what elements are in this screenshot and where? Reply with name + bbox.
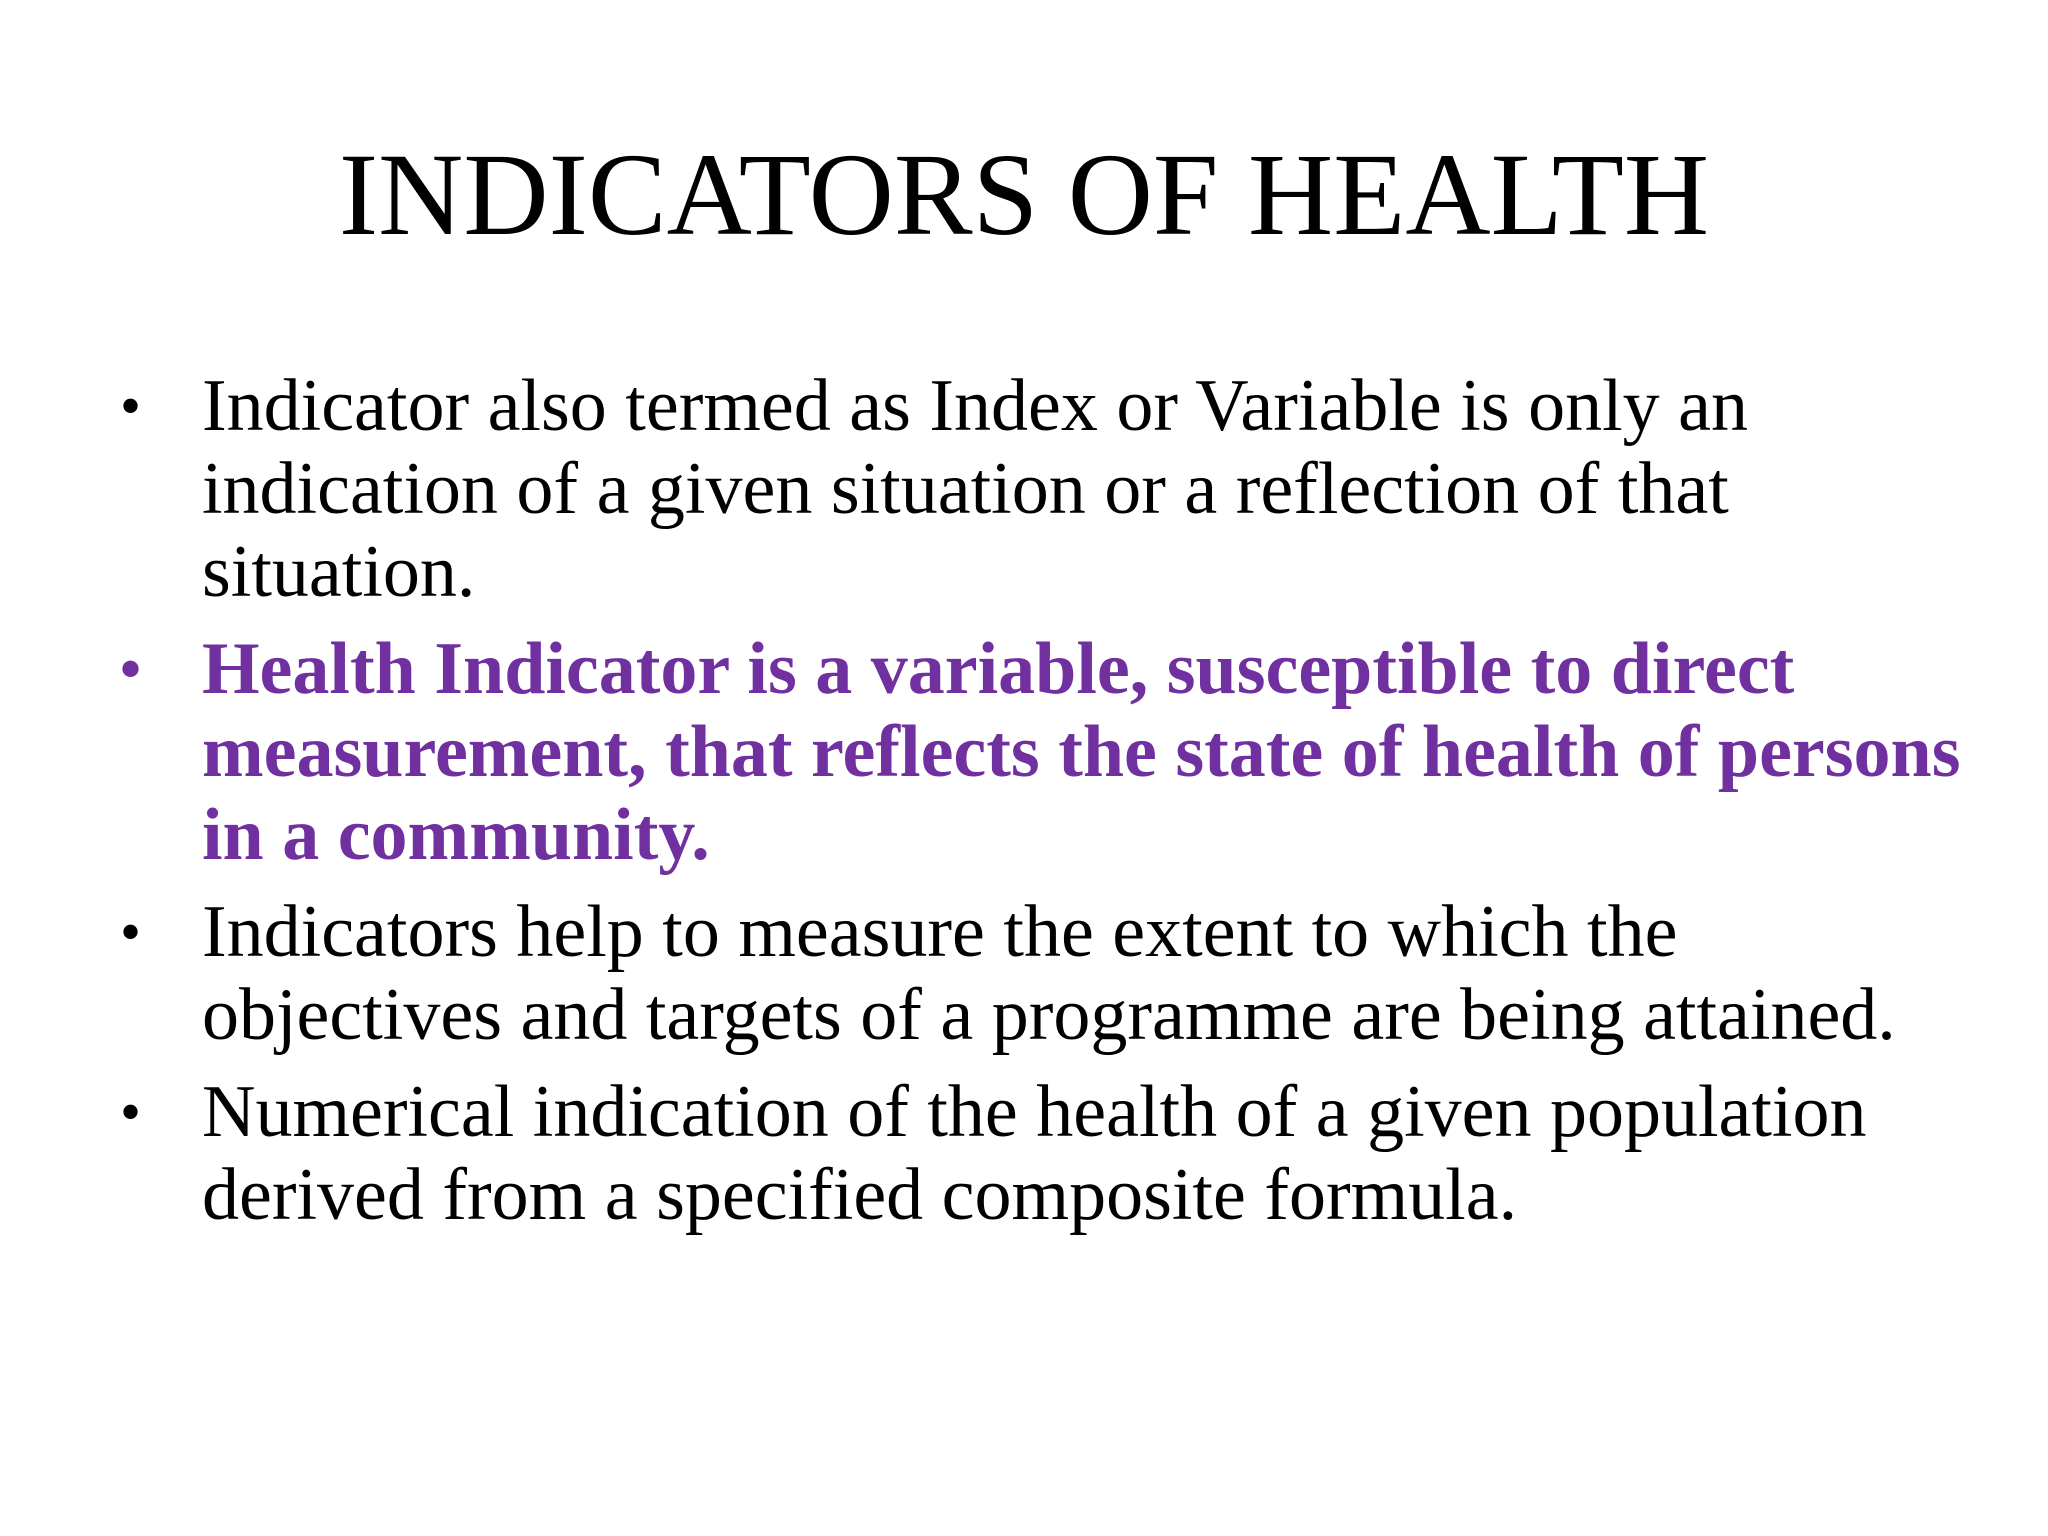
bullet-list bbox=[120, 365, 1980, 1251]
bullet-text: Indicators help to measure the extent to which the objectives and targets of a programme are being attained. bbox=[202, 891, 1896, 1056]
bullet-icon: • bbox=[120, 373, 142, 439]
slide-title: INDICATORS OF HEALTH bbox=[338, 129, 1710, 260]
bullet-text: Numerical indication of the health of a given population derived from a specified composite formula. bbox=[202, 1071, 1867, 1236]
bullet-icon: • bbox=[120, 899, 142, 965]
bullet-text: Health Indicator is a variable, susceptible to direct measurement, that reflects the state of health of persons in a community. bbox=[202, 628, 1961, 876]
bullet-item-2-highlighted bbox=[120, 628, 1980, 877]
bullet-item-1 bbox=[120, 365, 1980, 614]
bullet-item-4 bbox=[120, 1071, 1980, 1237]
bullet-item-3 bbox=[120, 891, 1980, 1057]
bullet-text: Indicator also termed as Index or Variable is only an indication of a given situation or a reflection of that situation. bbox=[202, 365, 1748, 613]
bullet-icon: • bbox=[120, 1079, 142, 1145]
bullet-icon: • bbox=[120, 636, 142, 702]
